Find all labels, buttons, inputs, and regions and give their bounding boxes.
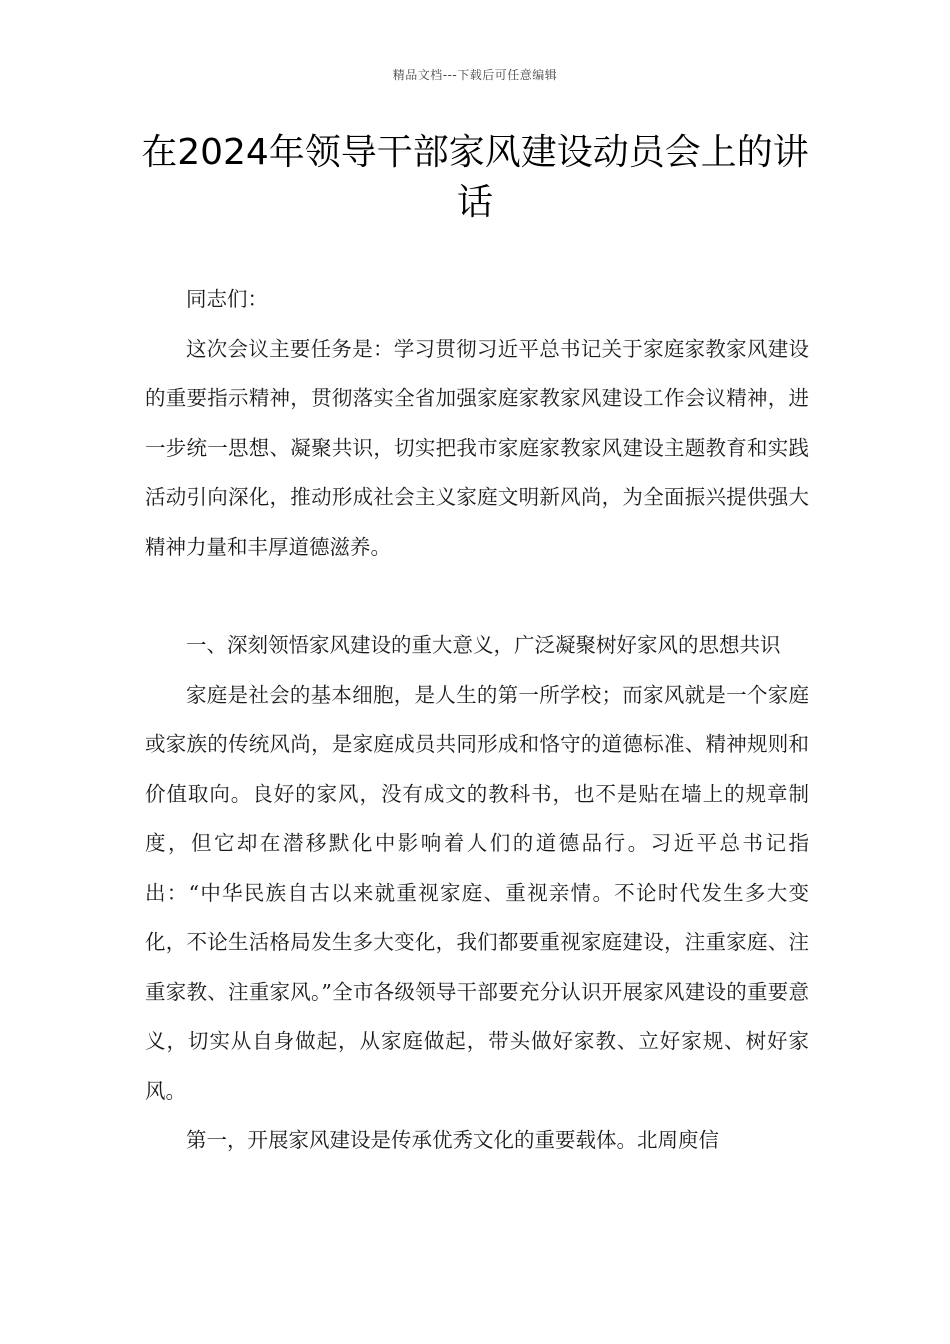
document-body (145, 275, 809, 1166)
salutation: 同志们： (186, 287, 268, 311)
paragraph-family: 家庭是社会的基本细胞，是人生的第一所学校；而家风就是一个家庭或家族的传统风尚，是家庭成员共同形成和恪守的道德标准、精神规则和价值取向。良好的家风，没有成文的教科书，也不是贴在墙上的规章制度，但它却在潜移默化中影响着人们的道德品行。习近平总书记指出：“中华民族自古以来就重视家庭、重视亲情。不论时代发生多大变化，不论生活格局发生多大变化，我们都要重视家庭建设，注重家庭、注重家教、注重家风。”全市各级领导干部要充分认识开展家风建设的重要意义，切实从自身做起，从家庭做起，带头做好家教、立好家规、树好家风。 (145, 682, 809, 1103)
paragraph-intro: 这次会议主要任务是：学习贯彻习近平总书记关于家庭家教家风建设的重要指示精神，贯彻落实全省加强家庭家教家风建设工作会议精神，进一步统一思想、凝聚共识，切实把我市家庭家教家风建设主题教育和实践活动引向深化，推动形成社会主义家庭文明新风尚，为全面振兴提供强大精神力量和丰厚道德滋养。 (145, 336, 809, 559)
document-title: 在2024年领导干部家风建设动员会上的讲话 (141, 132, 809, 223)
section-heading-1: 一、深刻领悟家风建设的重大意义，广泛凝聚树好家风的思想共识 (186, 633, 781, 657)
header-note: 精品文档---下载后可任意编辑 (392, 68, 558, 82)
paragraph-first-point: 第一，开展家风建设是传承优秀文化的重要载体。北周庾信 (186, 1128, 719, 1152)
